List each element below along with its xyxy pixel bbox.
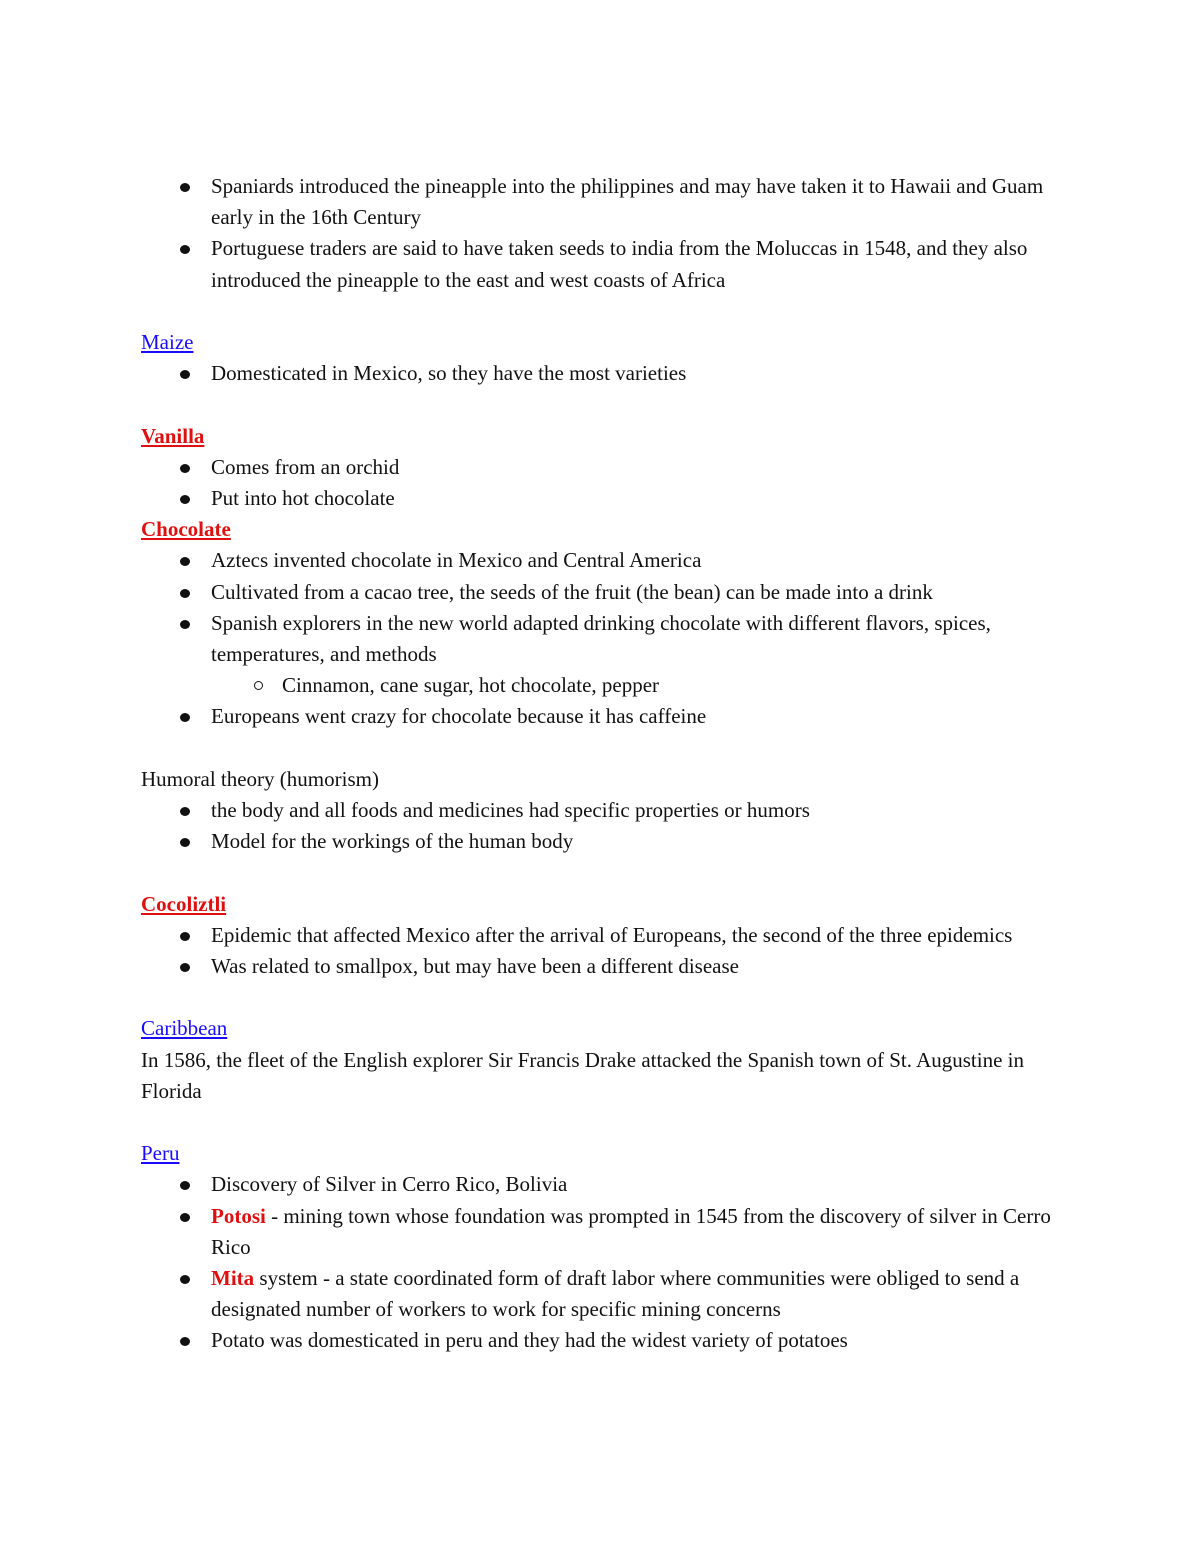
vanilla-heading: Vanilla <box>141 423 205 448</box>
spacer <box>141 296 1061 327</box>
chocolate-heading: Chocolate <box>141 517 231 542</box>
spacer <box>141 857 1061 888</box>
list-item: Europeans went crazy for chocolate because it has caffeine <box>141 701 1061 732</box>
cocoliztli-heading: Cocoliztli <box>141 891 227 916</box>
peru-list <box>141 1169 1061 1356</box>
list-item: Was related to smallpox, but may have been a different disease <box>141 951 1061 982</box>
potosi-definition: - mining town whose foundation was prompted in 1545 from the discovery of silver in Cerro Rico <box>211 1203 1051 1259</box>
maize-link[interactable]: Maize <box>141 330 194 354</box>
list-item: Comes from an orchid <box>141 452 1061 483</box>
section-heading-chocolate <box>141 514 1061 545</box>
section-heading-caribbean[interactable] <box>141 1013 1061 1044</box>
chocolate-sublist <box>211 670 1061 701</box>
humoral-list <box>141 795 1061 857</box>
section-heading-cocoliztli <box>141 889 1061 920</box>
section-heading-maize[interactable] <box>141 327 1061 358</box>
caribbean-paragraph: In 1586, the fleet of the English explorer Sir Francis Drake attacked the Spanish town of St. Augustine in Florida <box>141 1047 1024 1103</box>
maize-list <box>141 358 1061 389</box>
list-item: Aztecs invented chocolate in Mexico and Central America <box>141 545 1061 576</box>
mita-term: Mita <box>211 1266 255 1291</box>
list-item-text: Spanish explorers in the new world adapted drinking chocolate with different flavors, spices, temperatures, and methods <box>211 610 991 667</box>
sub-list-item: Cinnamon, cane sugar, hot chocolate, pepper <box>211 670 1061 701</box>
list-item: Cultivated from a cacao tree, the seeds of the fruit (the bean) can be made into a drink <box>141 577 1061 608</box>
list-item: Potato was domesticated in peru and they had the widest variety of potatoes <box>141 1325 1061 1356</box>
list-item: Model for the workings of the human body <box>141 826 1061 857</box>
list-item: Portuguese traders are said to have taken seeds to india from the Moluccas in 1548, and they also introduced the pineapple to the east and west coasts of Africa <box>141 233 1061 295</box>
list-item: Spaniards introduced the pineapple into the philippines and may have taken it to Hawaii and Guam early in the 16th Century <box>141 171 1061 233</box>
list-item: Domesticated in Mexico, so they have the most varieties <box>141 358 1061 389</box>
peru-link[interactable]: Peru <box>141 1141 180 1166</box>
section-heading-peru[interactable] <box>141 1138 1061 1169</box>
list-item: Put into hot chocolate <box>141 483 1061 514</box>
spacer <box>141 733 1061 764</box>
caribbean-link[interactable]: Caribbean <box>141 1016 228 1041</box>
section-heading-humoral: Humoral theory (humorism) <box>141 766 379 791</box>
document-body <box>141 171 1061 1357</box>
spacer <box>141 389 1061 420</box>
list-item: the body and all foods and medicines had specific properties or humors <box>141 795 1061 826</box>
intro-list <box>141 171 1061 296</box>
section-heading-vanilla <box>141 421 1061 452</box>
list-item: Discovery of Silver in Cerro Rico, Bolivia <box>141 1169 1061 1200</box>
potosi-term: Potosi <box>211 1203 266 1228</box>
vanilla-list <box>141 452 1061 514</box>
cocoliztli-list <box>141 920 1061 982</box>
list-item: Epidemic that affected Mexico after the arrival of Europeans, the second of the three epidemics <box>141 920 1061 951</box>
spacer <box>141 1107 1061 1138</box>
list-item <box>141 1201 1061 1263</box>
list-item <box>141 1263 1061 1325</box>
mita-definition: system - a state coordinated form of draft labor where communities were obliged to send a designated number of workers to work for specific mining concerns <box>211 1266 1020 1322</box>
spacer <box>141 982 1061 1013</box>
chocolate-list <box>141 545 1061 732</box>
list-item <box>141 608 1061 702</box>
